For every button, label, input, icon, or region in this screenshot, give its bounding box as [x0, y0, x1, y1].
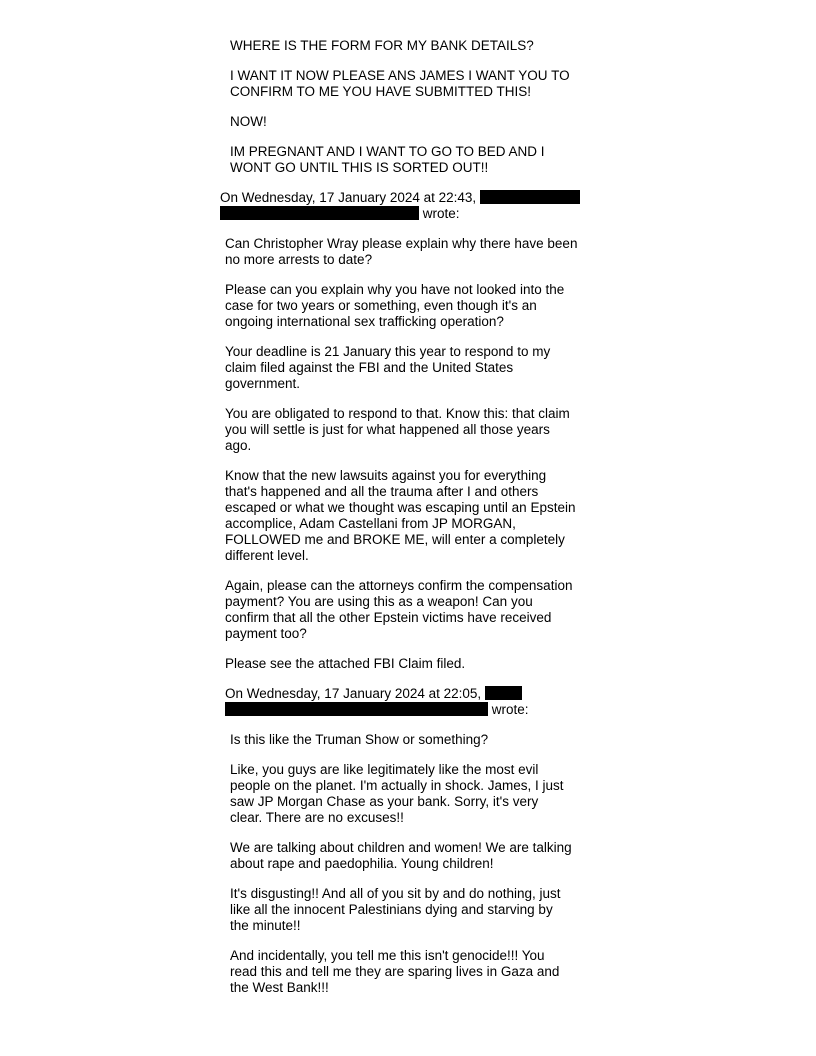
quote-2-header-line-2 — [225, 702, 529, 718]
quote-2-paragraph-4: It's disgusting!! And all of you sit by and do nothing, just like all the innocent Palestinians dying and starving by the minute!! — [230, 886, 561, 933]
quote-1-header-line-2 — [220, 206, 460, 222]
quote-1-paragraph-3: Your deadline is 21 January this year to respond to my claim filed against the FBI and the United States government. — [225, 344, 551, 391]
quote-1-header-prefix: On Wednesday, 17 January 2024 at 22:43, — [220, 190, 477, 205]
redaction-block — [485, 686, 522, 700]
quote-2-header-line-1 — [225, 686, 522, 702]
redaction-block — [225, 702, 488, 716]
redaction-block — [480, 190, 580, 204]
top-paragraph-1: WHERE IS THE FORM FOR MY BANK DETAILS? — [230, 38, 534, 53]
quote-1-paragraph-1: Can Christopher Wray please explain why there have been no more arrests to date? — [225, 236, 578, 267]
quote-1-paragraph-4: You are obligated to respond to that. Know this: that claim you will settle is just for what happened all those years ago. — [225, 406, 570, 453]
top-paragraph-2: I WANT IT NOW PLEASE ANS JAMES I WANT YOU TO CONFIRM TO ME YOU HAVE SUBMITTED THIS! — [230, 68, 570, 99]
quote-1-header-suffix: wrote: — [422, 206, 460, 221]
quote-1-paragraph-2: Please can you explain why you have not looked into the case for two years or something, even though it's an ongoing international sex trafficking operation? — [225, 282, 565, 329]
top-paragraph-4: IM PREGNANT AND I WANT TO GO TO BED AND I WONT GO UNTIL THIS IS SORTED OUT!! — [230, 144, 545, 175]
quote-2-paragraph-5: And incidentally, you tell me this isn't genocide!!! You read this and tell me they are sparing lives in Gaza and the West Bank!!! — [230, 948, 560, 995]
redaction-block — [220, 206, 419, 220]
quote-2-paragraph-3: We are talking about children and women! We are talking about rape and paedophilia. Young children! — [230, 840, 572, 871]
quote-1-header-line-1 — [220, 190, 580, 206]
quote-2-header-suffix: wrote: — [491, 702, 529, 717]
quote-2-paragraph-2: Like, you guys are like legitimately like the most evil people on the planet. I'm actually in shock. James, I just saw JP Morgan Chase as your bank. Sorry, it's very clear. There are no excuses!! — [230, 762, 564, 825]
quote-1-paragraph-7: Please see the attached FBI Claim filed. — [225, 656, 466, 671]
quote-2-paragraph-1: Is this like the Truman Show or something? — [230, 732, 489, 747]
top-paragraph-3: NOW! — [230, 114, 267, 129]
quote-1-paragraph-5: Know that the new lawsuits against you for everything that's happened and all the trauma after I and others escaped or what we thought was escaping until an Epstein accomplice, Adam Castellani from JP MORGAN, FOLLOWED me and BROKE ME, will enter a completely different level. — [225, 468, 576, 563]
quote-2-header-prefix: On Wednesday, 17 January 2024 at 22:05, — [225, 686, 482, 701]
quote-1-paragraph-6: Again, please can the attorneys confirm the compensation payment? You are using this as a weapon! Can you confirm that all the other Epstein victims have received payment too? — [225, 578, 573, 641]
